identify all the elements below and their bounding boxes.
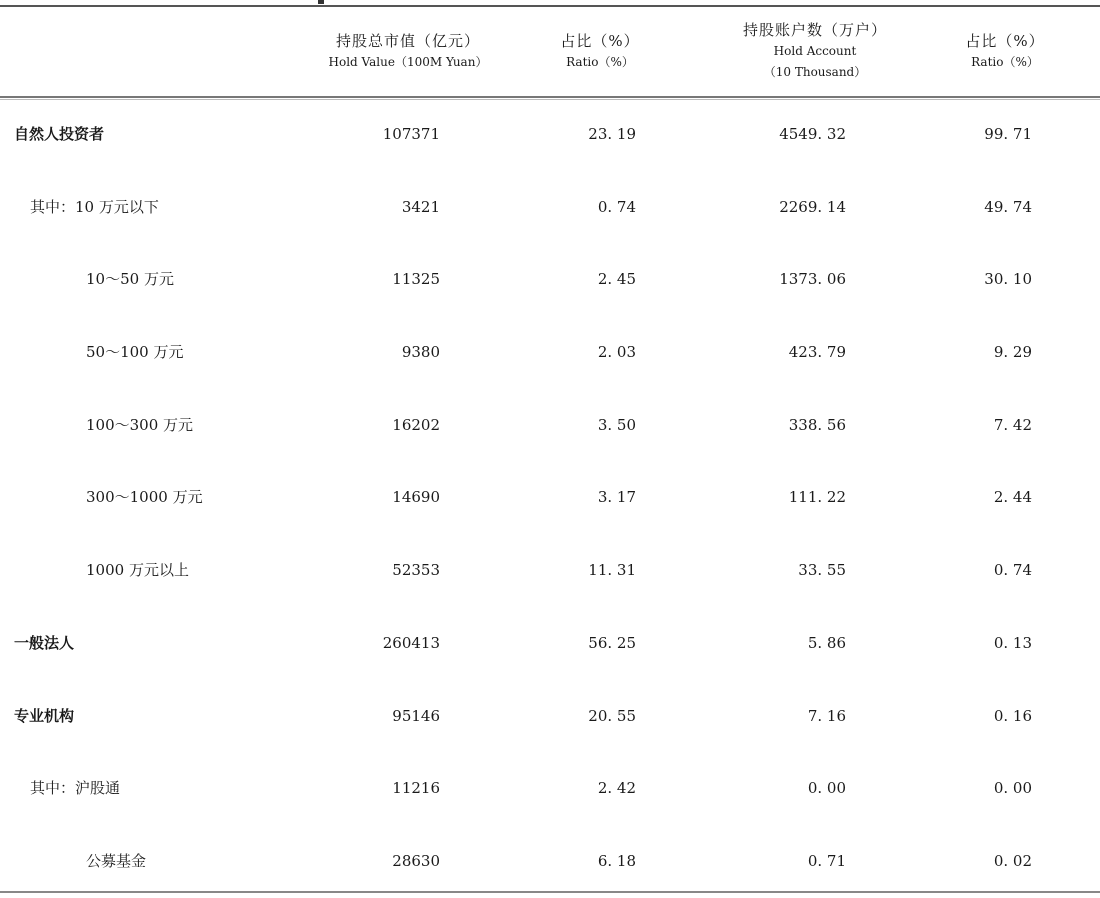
cell-hold-account: 7. 16 [807,706,846,725]
table-row [0,534,1100,607]
cell-ratio-2: 49. 74 [984,197,1032,216]
cell-hold-value: 260413 [382,633,440,652]
header-ratio-2-cn: 占比（%） [965,31,1045,50]
cell-hold-value: 9380 [401,343,440,362]
table-bottom-rule [0,891,1100,893]
cell-ratio-2: 99. 71 [984,125,1032,143]
cell-ratio-2: 2. 44 [993,488,1032,507]
cell-hold-account: 338. 56 [788,415,846,434]
cell-ratio-1: 0. 74 [597,197,636,216]
table-row [0,243,1100,316]
header-ratio-2 [950,7,1060,96]
cell-hold-account: 423. 79 [788,343,846,362]
cell-hold-account: 2269. 14 [779,197,846,216]
cell-hold-value: 28630 [392,851,440,870]
cell-hold-account: 0. 00 [807,779,846,798]
table-row [0,389,1100,462]
row-label: 100～300 万元 [86,415,194,434]
row-label: 其中：沪股通 [30,779,121,798]
header-ratio-1 [550,7,650,96]
row-label: 专业机构 [14,706,75,725]
cell-ratio-1: 2. 42 [597,779,636,798]
table-row [0,825,1100,898]
header-hold-account-cn: 持股账户数（万户） [742,21,887,39]
top-mark [318,0,324,4]
header-ratio-2-en: Ratio（%） [971,54,1039,69]
table-row [0,461,1100,534]
header-hold-account [720,7,910,96]
cell-ratio-1: 6. 18 [597,851,636,870]
cell-ratio-2: 0. 74 [993,561,1032,580]
cell-ratio-2: 0. 00 [993,779,1032,798]
row-label: 50～100 万元 [86,343,184,362]
header-hold-value [318,7,498,96]
table-row [0,316,1100,389]
cell-ratio-2: 0. 02 [993,851,1032,870]
cell-ratio-2: 0. 13 [993,633,1032,652]
cell-hold-account: 33. 55 [798,561,846,580]
header-hold-account-en-2: （10 Thousand） [763,65,867,79]
cell-hold-account: 4549. 32 [779,125,846,143]
cell-ratio-1: 2. 03 [597,343,636,362]
row-label: 其中：10 万元以下 [30,197,159,216]
cell-hold-account: 1373. 06 [779,270,846,289]
table-row [0,98,1100,171]
cell-hold-value: 14690 [392,488,440,507]
table-row [0,171,1100,244]
row-label: 300～1000 万元 [86,488,203,507]
header-hold-value-en: Hold Value（100M Yuan） [328,54,488,69]
cell-hold-value: 107371 [382,125,440,143]
cell-hold-account: 5. 86 [807,633,846,652]
cell-hold-value: 52353 [392,561,440,580]
cell-ratio-1: 56. 25 [588,633,636,652]
row-label: 1000 万元以上 [86,561,189,580]
table-row [0,752,1100,825]
header-hold-value-cn: 持股总市值（亿元） [335,31,480,50]
cell-hold-value: 3421 [401,197,440,216]
cell-hold-value: 11216 [392,779,440,798]
cell-ratio-2: 30. 10 [984,270,1032,289]
cell-hold-value: 16202 [392,415,440,434]
cell-ratio-2: 0. 16 [993,706,1032,725]
cell-ratio-1: 11. 31 [588,561,636,580]
row-label: 10～50 万元 [86,270,174,289]
cell-ratio-1: 3. 17 [597,488,636,507]
table-body [0,98,1100,898]
cell-ratio-2: 7. 42 [993,415,1032,434]
cell-ratio-1: 23. 19 [588,125,636,143]
cell-hold-value: 95146 [392,706,440,725]
row-label: 一般法人 [14,633,75,652]
header-hold-account-en-1: Hold Account [773,44,857,58]
cell-ratio-2: 9. 29 [993,343,1032,362]
row-label: 自然人投资者 [14,125,105,143]
cell-ratio-1: 20. 55 [588,706,636,725]
header-ratio-1-en: Ratio（%） [566,54,634,69]
cell-ratio-1: 2. 45 [597,270,636,289]
table-row [0,680,1100,753]
row-label: 公募基金 [86,851,147,870]
cell-ratio-1: 3. 50 [597,415,636,434]
header-ratio-1-cn: 占比（%） [560,31,640,50]
table-row [0,607,1100,680]
cell-hold-account: 111. 22 [788,488,846,507]
cell-hold-account: 0. 71 [807,851,846,870]
cell-hold-value: 11325 [392,270,440,289]
table-header [0,7,1100,96]
